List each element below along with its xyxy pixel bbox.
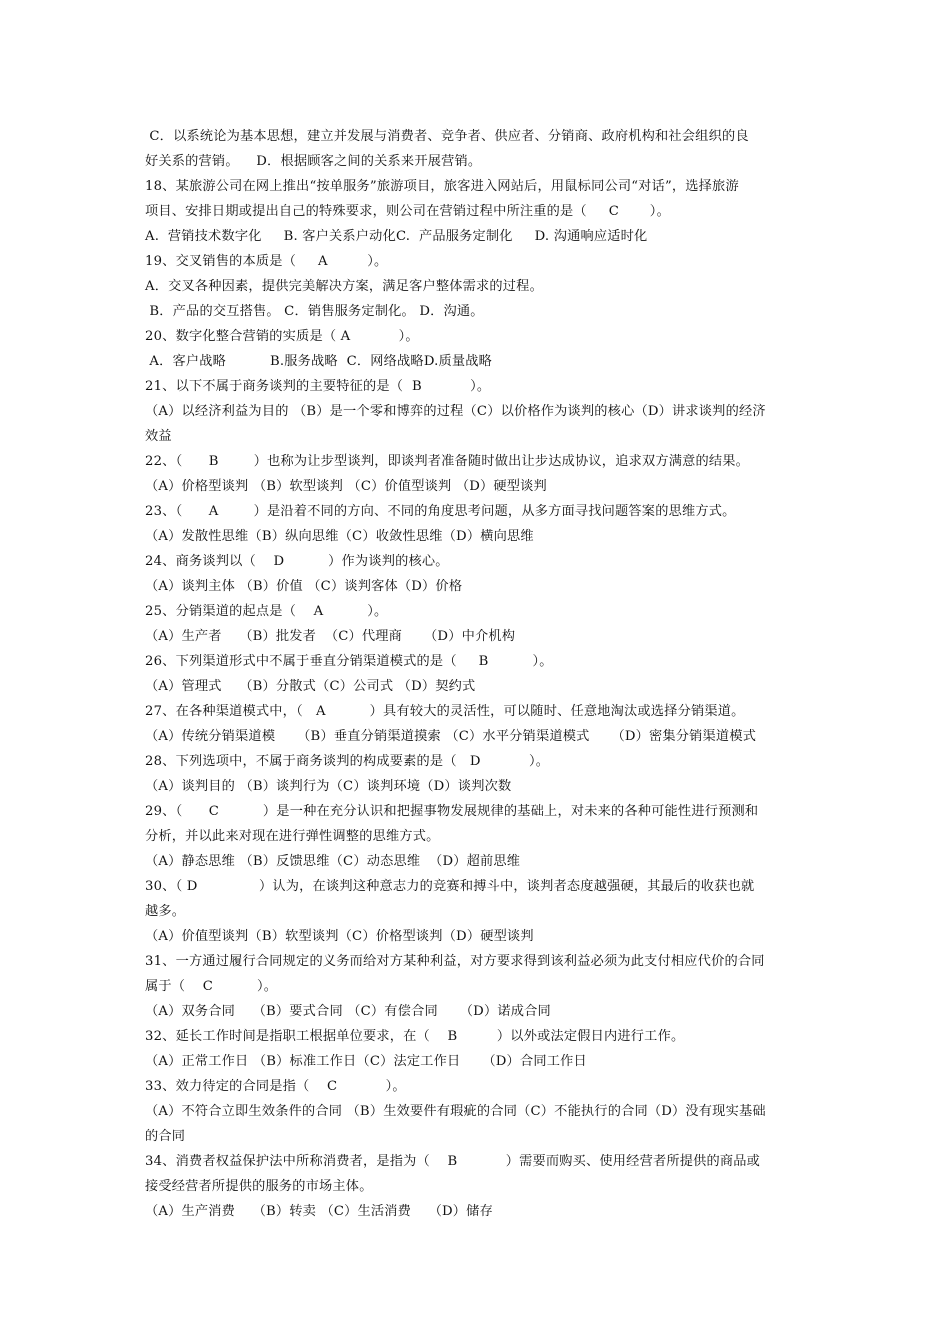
options-line: （A）谈判目的 （B）谈判行为（C）谈判环境（D）谈判次数	[145, 779, 512, 794]
question-25: 25、分销渠道的起点是（ A ）。	[145, 604, 388, 619]
text-line: 属于（ C ）。	[145, 979, 278, 994]
question-31: 31、一方通过履行合同规定的义务而给对方某种利益，对方要求得到该利益必须为此支付相应代价的合同	[145, 954, 765, 969]
text-line: 分析，并以此来对现在进行弹性调整的思维方式。	[145, 829, 440, 844]
question-22: 22、（ B ）也称为让步型谈判，即谈判者准备随时做出让步达成协议，追求双方满意的结果。	[145, 454, 750, 469]
options-line: 效益	[145, 429, 172, 444]
options-line: A．交叉各种因素，提供完美解决方案，满足客户整体需求的过程。	[145, 279, 543, 294]
text-line: 越多。	[145, 904, 186, 919]
options-line: （A）谈判主体 （B）价值 （C）谈判客体（D）价格	[145, 579, 463, 594]
options-line: （A）发散性思维（B）纵向思维（C）收敛性思维（D）横向思维	[145, 529, 534, 544]
question-18: 18、某旅游公司在网上推出“按单服务”旅游项目，旅客进入网站后，用鼠标同公司“对话”，选择旅游	[145, 179, 739, 194]
question-33: 33、效力待定的合同是指（ C ）。	[145, 1079, 406, 1094]
options-line: （A）传统分销渠道模 （B）垂直分销渠道摸索 （C）水平分销渠道模式 （D）密集分销渠道模式	[145, 729, 757, 744]
question-20: 20、数字化整合营销的实质是（ A ）。	[145, 329, 419, 344]
question-27: 27、在各种渠道模式中，（ A ）具有较大的灵活性，可以随时、任意地淘汰或选择分销渠道。	[145, 704, 745, 719]
options-line: （A）以经济利益为目的 （B）是一个零和博弈的过程（C）以价格作为谈判的核心（D）讲求谈判的经济	[145, 404, 766, 419]
question-19: 19、交叉销售的本质是（ A ）。	[145, 254, 388, 269]
options-line: B．产品的交互搭售。 C．销售服务定制化。 D．沟通。	[145, 304, 484, 319]
options-line: （A）管理式 （B）分散式（C）公司式 （D）契约式	[145, 679, 476, 694]
question-26: 26、下列渠道形式中不属于垂直分销渠道模式的是（ B ）。	[145, 654, 553, 669]
options-line: （A）生产者 （B）批发者 （C）代理商 （D）中介机构	[145, 629, 516, 644]
question-28: 28、下列选项中，不属于商务谈判的构成要素的是（ D ）。	[145, 754, 550, 769]
question-23: 23、（ A ）是沿着不同的方向、不同的角度思考问题，从多方面寻找问题答案的思维方式。	[145, 504, 736, 519]
question-32: 32、延长工作时间是指职工根据单位要求，在（ B ）以外或法定假日内进行工作。	[145, 1029, 685, 1044]
options-line: A. 营销技术数字化 B. 客户关系户动化C. 产品服务定制化 D. 沟通响应适时化	[145, 229, 648, 244]
options-line: （A）不符合立即生效条件的合同 （B）生效要件有瑕疵的合同（C）不能执行的合同（D）没有现实基础	[145, 1104, 766, 1119]
options-line: （A）正常工作日 （B）标准工作日（C）法定工作日 （D）合同工作日	[145, 1054, 587, 1069]
options-line: 的合同	[145, 1129, 186, 1144]
question-24: 24、商务谈判以（ D ）作为谈判的核心。	[145, 554, 449, 569]
options-line: （A）静态思维 （B）反馈思维（C）动态思维 （D）超前思维	[145, 854, 521, 869]
options-line: （A）生产消费 （B）转卖 （C）生活消费 （D）储存	[145, 1204, 493, 1219]
options-line: （A）价值型谈判（B）软型谈判（C）价格型谈判（D）硬型谈判	[145, 929, 534, 944]
question-21: 21、以下不属于商务谈判的主要特征的是（ B ）。	[145, 379, 491, 394]
options-line: A．客户战略 B.服务战略 C．网络战略D.质量战略	[145, 354, 493, 369]
options-line: （A）双务合同 （B）要式合同 （C）有偿合同 （D）诺成合同	[145, 1004, 551, 1019]
text-line: 好关系的营销。 D．根据顾客之间的关系来开展营销。	[145, 154, 482, 169]
text-line: 项目、安排日期或提出自己的特殊要求，则公司在营销过程中所注重的是（ C ）。	[145, 204, 670, 219]
options-line: （A）价格型谈判 （B）软型谈判 （C）价值型谈判 （D）硬型谈判	[145, 479, 547, 494]
text-line: C．以系统论为基本思想，建立并发展与消费者、竞争者、供应者、分销商、政府机构和社会组织的良	[145, 129, 749, 144]
question-29: 29、（ C ）是一种在充分认识和把握事物发展规律的基础上，对未来的各种可能性进行预测和	[145, 804, 759, 819]
text-line: 接受经营者所提供的服务的市场主体。	[145, 1179, 373, 1194]
question-34: 34、消费者权益保护法中所称消费者，是指为（ B ）需要而购买、使用经营者所提供的商品或	[145, 1154, 761, 1169]
question-30: 30、（ D ）认为，在谈判这种意志力的竞赛和搏斗中，谈判者态度越强硬，其最后的收获也就	[145, 879, 755, 894]
